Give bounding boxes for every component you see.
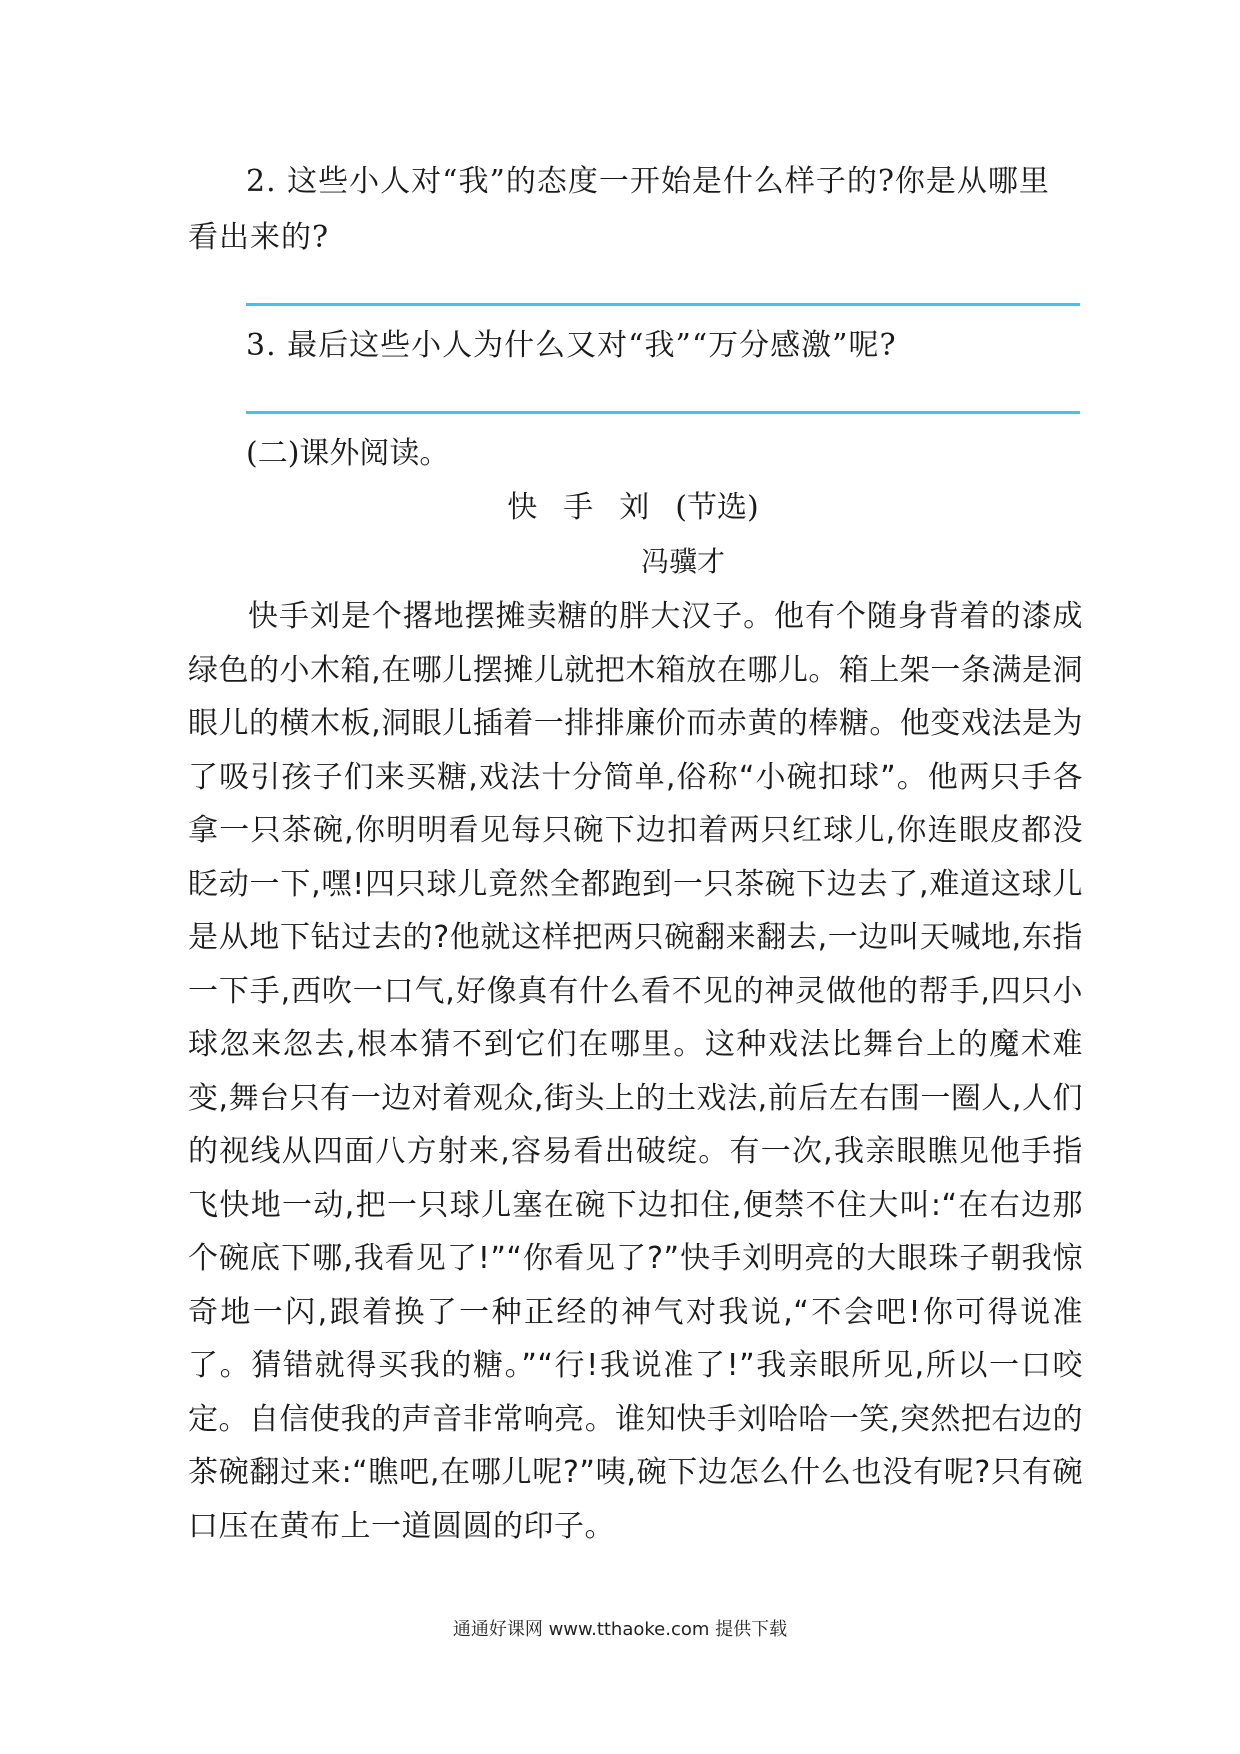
question-3: 3. 最后这些小人为什么又对“我”“万分感激”呢? (246, 328, 897, 363)
section-heading: (二)课外阅读。 (246, 436, 450, 471)
article-title: 快手刘 (507, 490, 676, 525)
answer-line-question-3[interactable] (246, 411, 1080, 414)
article-title-block (188, 480, 1078, 536)
article-author: 冯骥才 (640, 545, 725, 578)
page-footer: 通通好课网 www.tthaoke.com 提供下载 (452, 1619, 788, 1640)
answer-line-question-2[interactable] (246, 303, 1080, 306)
question-2: 2. 这些小人对“我”的态度一开始是什么样子的?你是从哪里看出来的? (188, 164, 1050, 255)
article-passage: 快手刘是个撂地摆摊卖糖的胖大汉子。他有个随身背着的漆成绿色的小木箱,在哪儿摆摊儿就把木箱放在哪儿。箱上架一条满是洞眼儿的横木板,洞眼儿插着一排排廉价而赤黄的棒糖。他变戏法是为了吸引孩子们来买糖,戏法十分简单,俗称“小碗扣球”。他两只手各拿一只茶碗,你明明看见每只碗下边扣着两只红球儿,你连眼皮都没眨动一下,嘿!四只球儿竟然全都跑到一只茶碗下边去了,难道这球儿是从地下钻过去的?他就这样把两只碗翻来翻去,一边叫天喊地,东指一下手,西吹一口气,好像真有什么看不见的神灵做他的帮手,四只小球忽来忽去,根本猜不到它们在哪里。这种戏法比舞台上的魔术难变,舞台只有一边对着观众,街头上的土戏法,前后左右围一圈人,人们的视线从四面八方射来,容易看出破绽。有一次,我亲眼瞧见他手指飞快地一动,把一只球儿塞在碗下边扣住,便禁不住大叫:“在右边那个碗底下哪,我看见了!”“你看见了?”快手刘明亮的大眼珠子朝我惊奇地一闪,跟着换了一种正经的神气对我说,“不会吧!你可得说准了。猜错就得买我的糖。”“行!我说准了!”我亲眼所见,所以一口咬定。自信使我的声音非常响亮。谁知快手刘哈哈一笑,突然把右边的茶碗翻过来:“瞧吧,在哪儿呢?”咦,碗下边怎么什么也没有呢?只有碗口压在黄布上一道圆圆的印子。 (188, 599, 1083, 1544)
article-title-note: (节选) (675, 490, 759, 525)
